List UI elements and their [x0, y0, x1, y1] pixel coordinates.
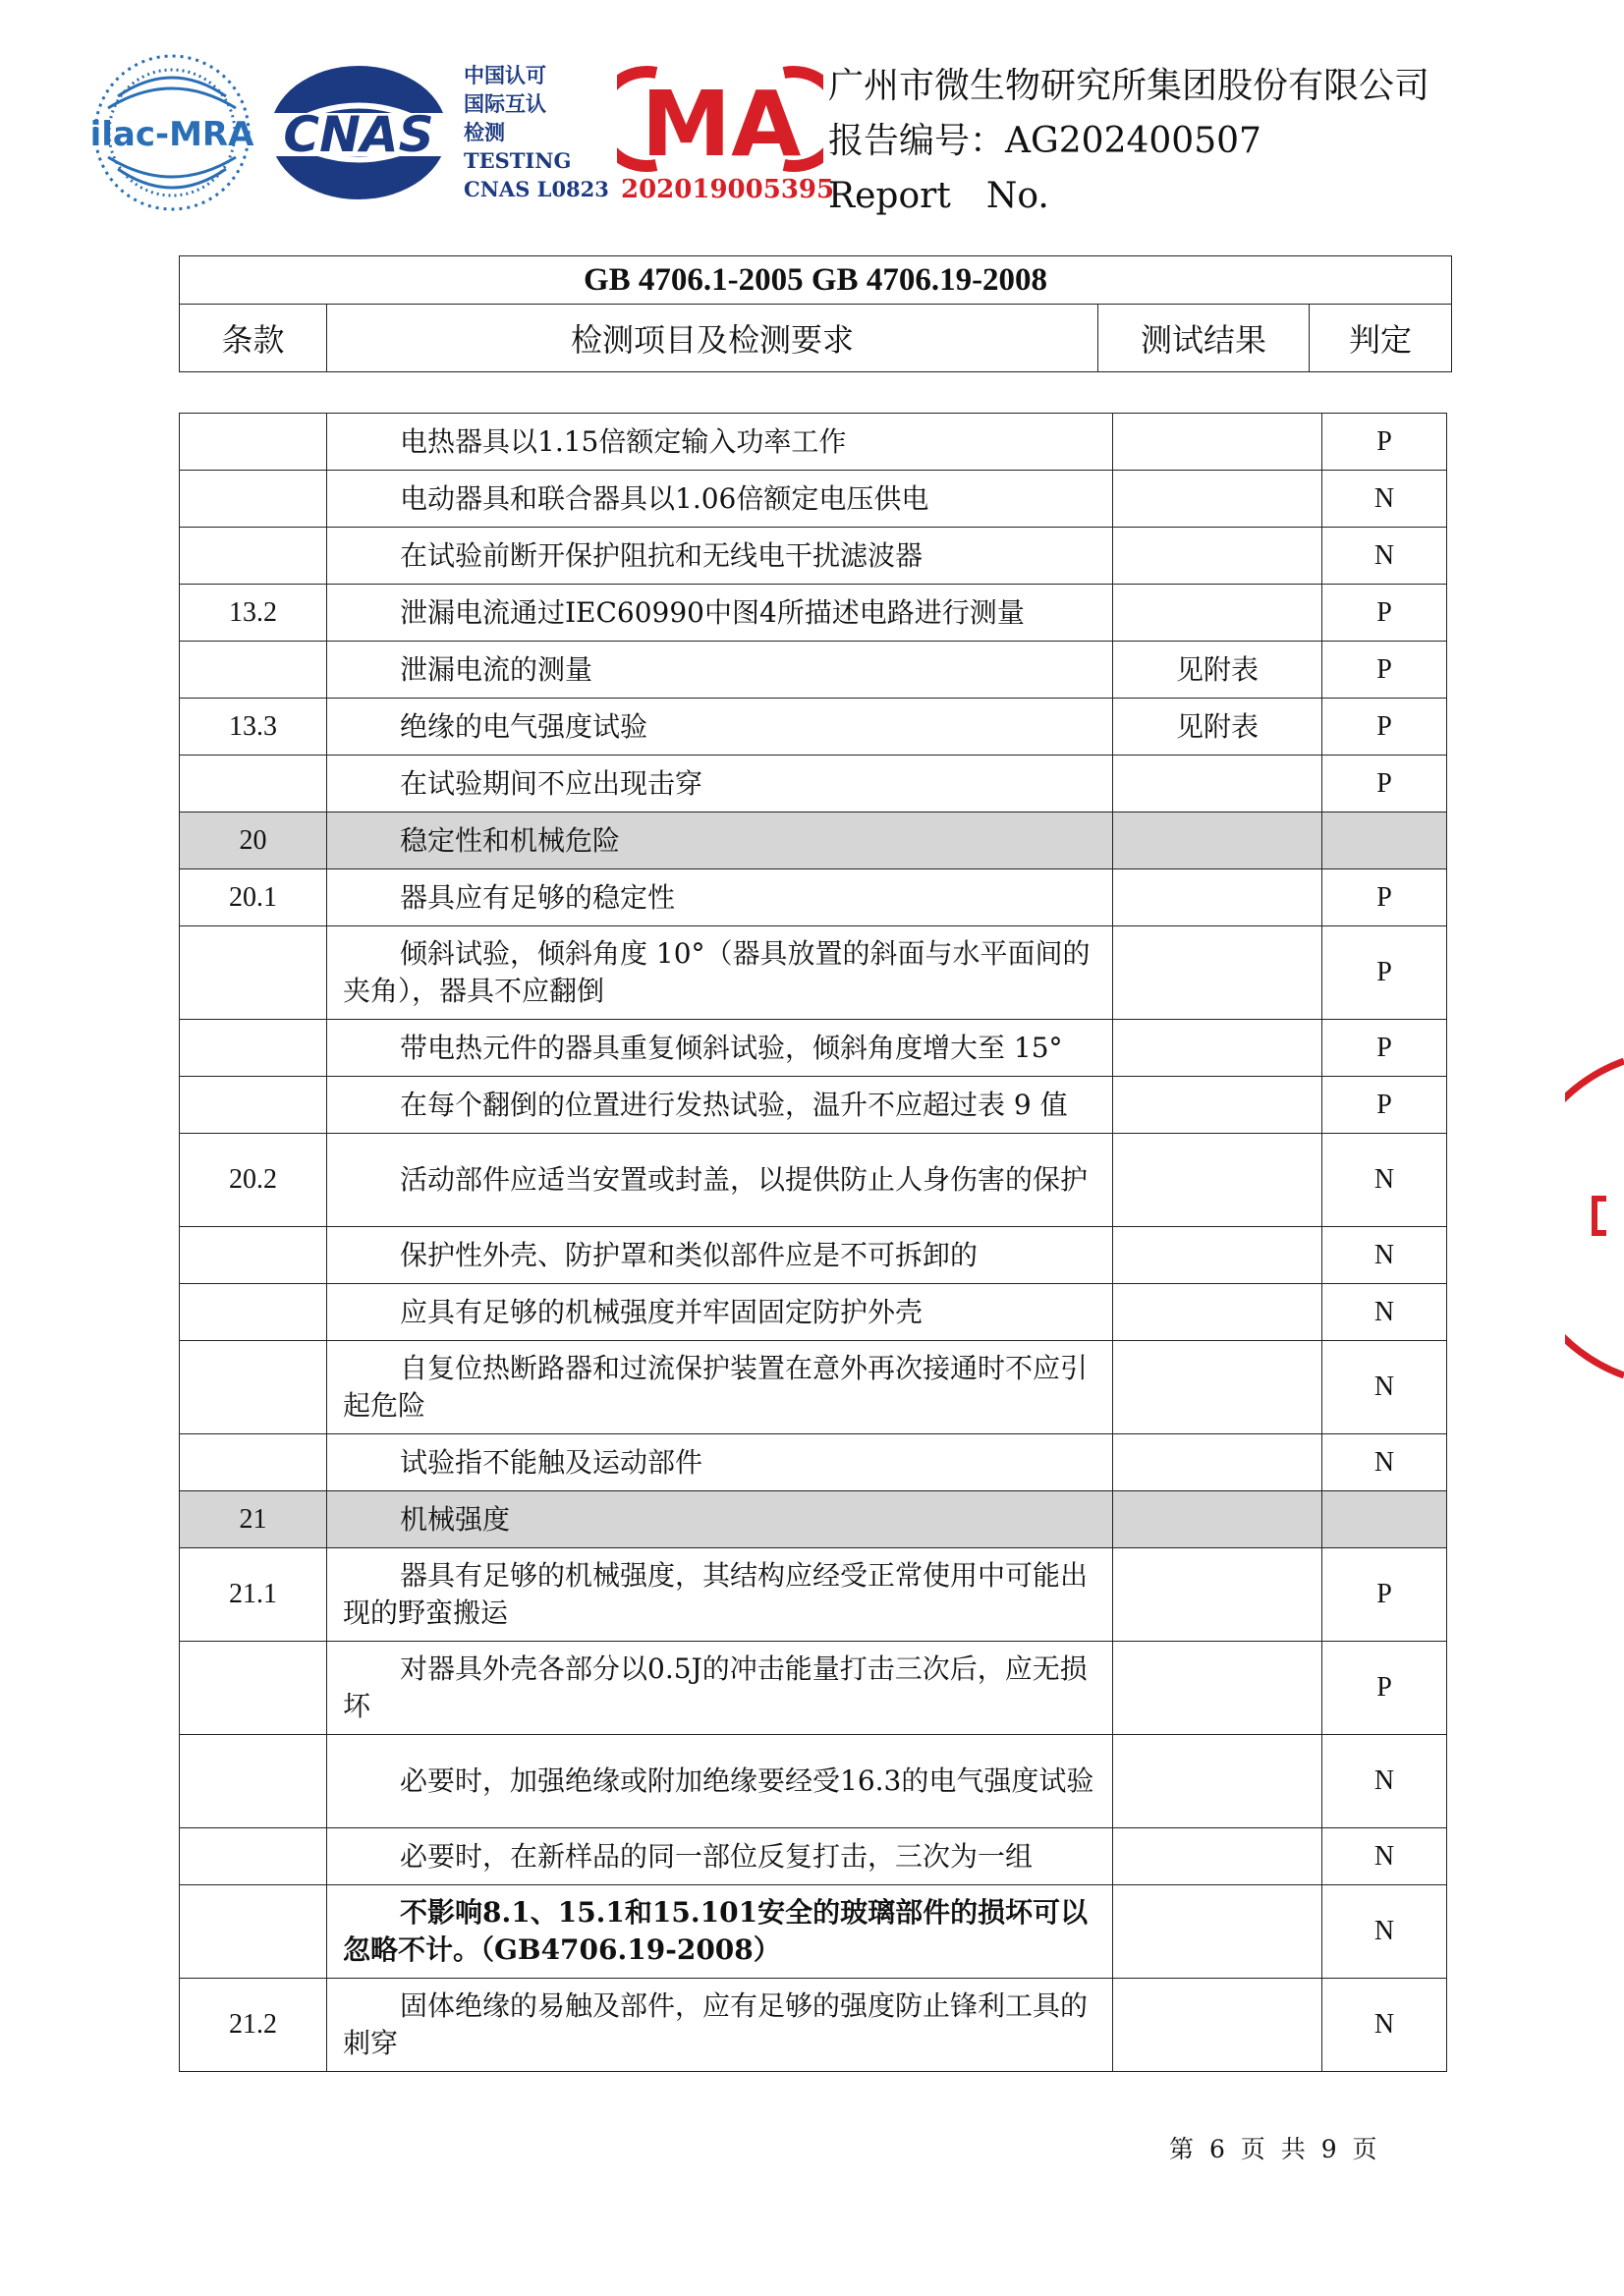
result-cell: 见附表	[1113, 642, 1322, 699]
report-number-en	[828, 169, 1429, 224]
verdict-cell	[1322, 812, 1447, 869]
table-row	[180, 1341, 1447, 1434]
result-cell	[1113, 528, 1322, 585]
requirement-cell	[327, 471, 1113, 528]
clause-cell: 13.3	[180, 699, 327, 756]
result-cell	[1113, 812, 1322, 869]
cma-logo-text: MA	[641, 72, 802, 173]
verdict-cell: P	[1322, 1642, 1447, 1735]
cnas-logo	[265, 59, 452, 206]
verdict-cell: P	[1322, 926, 1447, 1020]
requirement-cell	[327, 756, 1113, 812]
cnas-line: 中国认可	[464, 63, 546, 87]
table-row	[180, 1434, 1447, 1491]
requirement-text: 器具应有足够的稳定性	[400, 880, 676, 914]
clause-cell	[180, 1885, 327, 1979]
clause-cell	[180, 756, 327, 812]
clause-cell	[180, 1341, 327, 1434]
table-row	[180, 528, 1447, 585]
result-cell	[1113, 1828, 1322, 1885]
requirement-cell	[327, 1828, 1113, 1885]
ilac-mra-logo	[84, 49, 260, 216]
verdict-cell: P	[1322, 414, 1447, 471]
result-cell	[1113, 1735, 1322, 1828]
verdict-cell: P	[1322, 585, 1447, 642]
cma-logo	[617, 65, 823, 173]
col-header-result: 测试结果	[1098, 305, 1310, 372]
col-header-clause: 条款	[180, 305, 327, 372]
table-row	[180, 1735, 1447, 1828]
result-cell	[1113, 1341, 1322, 1434]
clause-cell	[180, 926, 327, 1020]
result-cell	[1113, 1434, 1322, 1491]
table-row	[180, 1642, 1447, 1735]
report-number: AG202400507	[1005, 121, 1261, 161]
cnas-line: 国际互认	[464, 91, 546, 116]
table-row	[180, 1548, 1447, 1642]
table-row	[180, 756, 1447, 812]
verdict-cell: P	[1322, 1077, 1447, 1134]
company-name: 广州市微生物研究所集团股份有限公司	[828, 66, 1430, 106]
requirement-text: 活动部件应适当安置或封盖，以提供防止人身伤害的保护	[400, 1163, 1089, 1196]
verdict-cell: N	[1322, 1735, 1447, 1828]
requirement-cell	[327, 869, 1113, 926]
table-row	[180, 1134, 1447, 1227]
clause-cell: 21.2	[180, 1979, 327, 2072]
clause-cell	[180, 1284, 327, 1341]
cnas-line: TESTING	[464, 148, 572, 173]
table-row	[180, 1828, 1447, 1885]
requirement-text: 自复位热断路器和过流保护装置在意外再次接通时不应引起危险	[343, 1352, 1089, 1422]
result-cell	[1113, 926, 1322, 1020]
requirement-text: 泄漏电流通过IEC60990中图4所描述电路进行测量	[400, 595, 1025, 629]
table-row	[180, 1227, 1447, 1284]
requirement-text: 对器具外壳各部分以0.5J的冲击能量打击三次后，应无损坏	[343, 1652, 1088, 1722]
result-cell	[1113, 585, 1322, 642]
requirement-cell	[327, 1134, 1113, 1227]
verdict-cell: N	[1322, 1341, 1447, 1434]
clause-cell	[180, 1020, 327, 1077]
requirement-text: 倾斜试验，倾斜角度 10°（器具放置的斜面与水平面间的夹角），器具不应翻倒	[343, 937, 1091, 1007]
col-header-requirement: 检测项目及检测要求	[327, 305, 1098, 372]
result-cell	[1113, 471, 1322, 528]
verdict-cell: P	[1322, 642, 1447, 699]
result-cell	[1113, 1548, 1322, 1642]
table-row	[180, 1979, 1447, 2072]
requirement-text: 在试验前断开保护阻抗和无线电干扰滤波器	[400, 538, 924, 572]
requirement-cell	[327, 1434, 1113, 1491]
cma-number: 202019005395	[621, 175, 835, 204]
cnas-accreditation-text	[464, 61, 609, 203]
requirement-cell	[327, 1341, 1113, 1434]
section-row	[180, 812, 1447, 869]
verdict-cell: N	[1322, 1885, 1447, 1979]
standards-title: GB 4706.1-2005 GB 4706.19-2008	[180, 256, 1452, 305]
table-row	[180, 1020, 1447, 1077]
requirement-text: 器具有足够的机械强度，其结构应经受正常使用中可能出现的野蛮搬运	[343, 1559, 1089, 1629]
verdict-cell: P	[1322, 1020, 1447, 1077]
requirement-text: 必要时，在新样品的同一部位反复打击，三次为一组	[400, 1839, 1034, 1873]
result-cell	[1113, 1284, 1322, 1341]
verdict-cell: P	[1322, 1548, 1447, 1642]
requirement-text: 在试验期间不应出现击穿	[400, 766, 703, 800]
requirement-text: 电热器具以1.15倍额定输入功率工作	[400, 424, 847, 458]
requirement-cell	[327, 528, 1113, 585]
table-row	[180, 471, 1447, 528]
clause-cell: 21.1	[180, 1548, 327, 1642]
clause-cell	[180, 414, 327, 471]
clause-cell	[180, 1227, 327, 1284]
table-row	[180, 1077, 1447, 1134]
result-cell	[1113, 869, 1322, 926]
requirement-cell	[327, 1077, 1113, 1134]
report-number-line	[828, 114, 1429, 169]
result-cell	[1113, 1885, 1322, 1979]
clause-cell: 21	[180, 1491, 327, 1548]
table-row	[180, 926, 1447, 1020]
section-row	[180, 1491, 1447, 1548]
result-cell	[1113, 1491, 1322, 1548]
clause-cell: 13.2	[180, 585, 327, 642]
requirement-cell	[327, 1885, 1113, 1979]
requirement-cell	[327, 699, 1113, 756]
verdict-cell: P	[1322, 756, 1447, 812]
verdict-cell: P	[1322, 869, 1447, 926]
clause-cell	[180, 1828, 327, 1885]
verdict-cell	[1322, 1491, 1447, 1548]
requirement-text: 固体绝缘的易触及部件，应有足够的强度防止锋利工具的刺穿	[343, 1989, 1089, 2059]
requirement-text: 保护性外壳、防护罩和类似部件应是不可拆卸的	[400, 1238, 979, 1271]
report-number-label: 报告编号：	[828, 121, 1006, 161]
requirement-cell	[327, 1979, 1113, 2072]
verdict-cell: N	[1322, 1227, 1447, 1284]
table-row	[180, 869, 1447, 926]
requirement-cell	[327, 926, 1113, 1020]
clause-cell	[180, 471, 327, 528]
page-number: 第 6 页 共 9 页	[1169, 2135, 1377, 2163]
requirement-text: 带电热元件的器具重复倾斜试验，倾斜角度增大至 15°	[400, 1031, 1063, 1064]
verdict-cell: P	[1322, 699, 1447, 756]
requirement-text: 应具有足够的机械强度并牢固固定防护外壳	[400, 1295, 924, 1328]
company-block	[828, 59, 1429, 224]
cnas-line: 检测	[464, 120, 505, 144]
col-header-verdict: 判定	[1310, 305, 1452, 372]
result-cell	[1113, 1077, 1322, 1134]
result-cell	[1113, 756, 1322, 812]
verdict-cell: N	[1322, 471, 1447, 528]
requirement-cell	[327, 1548, 1113, 1642]
table-row	[180, 414, 1447, 471]
requirement-cell	[327, 414, 1113, 471]
cnas-line: CNAS L0823	[464, 177, 609, 201]
report-en-word: Report	[828, 176, 951, 216]
clause-cell: 20	[180, 812, 327, 869]
requirement-text: 在每个翻倒的位置进行发热试验，温升不应超过表 9 值	[400, 1088, 1068, 1121]
requirement-cell	[327, 1642, 1113, 1735]
requirement-cell	[327, 1491, 1113, 1548]
clause-cell	[180, 1434, 327, 1491]
requirement-cell	[327, 1227, 1113, 1284]
clause-cell: 20.1	[180, 869, 327, 926]
requirement-cell	[327, 1735, 1113, 1828]
verdict-cell: N	[1322, 1134, 1447, 1227]
seal-stamp-partial	[1565, 1051, 1624, 1385]
table-row	[180, 1284, 1447, 1341]
requirement-text: 泄漏电流的测量	[400, 652, 593, 686]
requirement-text: 不影响8.1、15.1和15.101安全的玻璃部件的损坏可以忽略不计。（GB4706.19-2008）	[343, 1896, 1089, 1966]
table-row	[180, 585, 1447, 642]
requirement-text: 绝缘的电气强度试验	[400, 709, 648, 743]
requirement-text: 机械强度	[400, 1502, 511, 1536]
verdict-cell: N	[1322, 1828, 1447, 1885]
standards-header-table	[179, 255, 1452, 372]
clause-cell	[180, 528, 327, 585]
requirement-text: 电动器具和联合器具以1.06倍额定电压供电	[400, 481, 929, 515]
ilac-mra-logo-text: ilac-MRA	[89, 115, 254, 154]
result-cell	[1113, 1642, 1322, 1735]
test-items-table	[179, 413, 1447, 2072]
requirement-text: 稳定性和机械危险	[400, 823, 621, 857]
verdict-cell: N	[1322, 1979, 1447, 2072]
result-cell	[1113, 1227, 1322, 1284]
table-row	[180, 1885, 1447, 1979]
clause-cell: 20.2	[180, 1134, 327, 1227]
verdict-cell: N	[1322, 528, 1447, 585]
test-items-body	[180, 414, 1447, 2072]
cnas-logo-text: CNAS	[283, 106, 434, 163]
result-cell	[1113, 1979, 1322, 2072]
requirement-text: 试验指不能触及运动部件	[400, 1445, 703, 1479]
clause-cell	[180, 1077, 327, 1134]
requirement-cell	[327, 642, 1113, 699]
clause-cell	[180, 1642, 327, 1735]
table-row	[180, 699, 1447, 756]
result-cell	[1113, 1020, 1322, 1077]
report-en-no: No.	[985, 176, 1049, 216]
result-cell	[1113, 1134, 1322, 1227]
table-row	[180, 642, 1447, 699]
result-cell: 见附表	[1113, 699, 1322, 756]
requirement-text: 必要时，加强绝缘或附加绝缘要经受16.3的电气强度试验	[400, 1764, 1094, 1797]
verdict-cell: N	[1322, 1284, 1447, 1341]
requirement-cell	[327, 1284, 1113, 1341]
requirement-cell	[327, 812, 1113, 869]
requirement-cell	[327, 585, 1113, 642]
requirement-cell	[327, 1020, 1113, 1077]
clause-cell	[180, 642, 327, 699]
clause-cell	[180, 1735, 327, 1828]
report-header	[0, 0, 1624, 236]
result-cell	[1113, 414, 1322, 471]
verdict-cell: N	[1322, 1434, 1447, 1491]
